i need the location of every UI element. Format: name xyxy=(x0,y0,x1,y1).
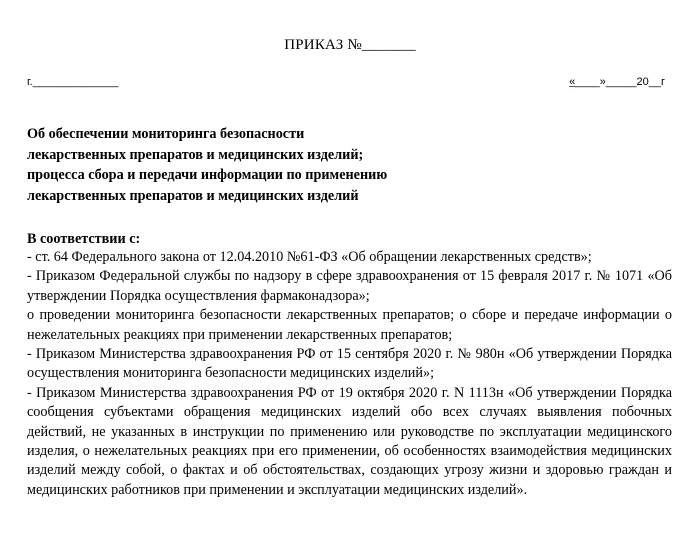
order-title: ПРИКАЗ №_______ xyxy=(284,37,416,53)
basis-list xyxy=(27,248,672,500)
date-month-blank: »_____ xyxy=(599,76,637,88)
basis-paragraph: о проведении мониторинга безопасности лекарственных препаратов; о сборе и передаче информации о нежелательных реакциях при применении лекарственных препаратов; xyxy=(27,307,672,343)
subject-line: лекарственных препаратов и медицинских изделий xyxy=(27,187,359,204)
date-blank xyxy=(569,76,665,88)
subject-line: процесса сбора и передачи информации по применению xyxy=(27,167,388,183)
order-subject xyxy=(27,124,547,206)
date-year-prefix: 20 xyxy=(636,76,649,88)
place-date-row xyxy=(27,76,665,94)
basis-paragraph: - Приказом Министерства здравоохранения РФ от 19 октября 2020 г. N 1113н «Об утверждении Порядка сообщения субъектами обращения медицинских изделий обо всех случаях выявления побочных действий, не указанных в инструкции по применению или руководстве по эксплуатации медицинского изделия, о нежелательных реакциях при его применении, об особенностях взаимодействия медицинских изделий между собой, о фактах и об обстоятельствах, создающих угрозу жизни и здоровью граждан и медицинских работников при применении и эксплуатации медицинских изделий». xyxy=(27,384,672,498)
basis-heading: В соответствии с: xyxy=(27,231,141,247)
date-year-blank: __г xyxy=(648,76,665,88)
subject-line: лекарственных препаратов и медицинских изделий; xyxy=(27,146,364,163)
city-blank: г.______________ xyxy=(27,76,119,88)
date-day-blank: ____ xyxy=(575,76,600,88)
basis-paragraph: - Приказом Федеральной службы по надзору в сфере здравоохранения от 15 февраля 2017 г. № 1071 «Об утверждении Порядка осуществления фармаконадзора»; xyxy=(27,268,672,304)
subject-line: Об обеспечении мониторинга безопасности xyxy=(27,126,305,142)
basis-paragraph: - Приказом Министерства здравоохранения РФ от 15 сентября 2020 г. № 980н «Об утверждении Порядка осуществления мониторинга безопасности медицинских изделий»; xyxy=(27,346,672,382)
basis-paragraph: - ст. 64 Федерального закона от 12.04.2010 №61-ФЗ «Об обращении лекарственных средств»; xyxy=(27,249,592,265)
date-open-quote: « xyxy=(569,76,576,88)
